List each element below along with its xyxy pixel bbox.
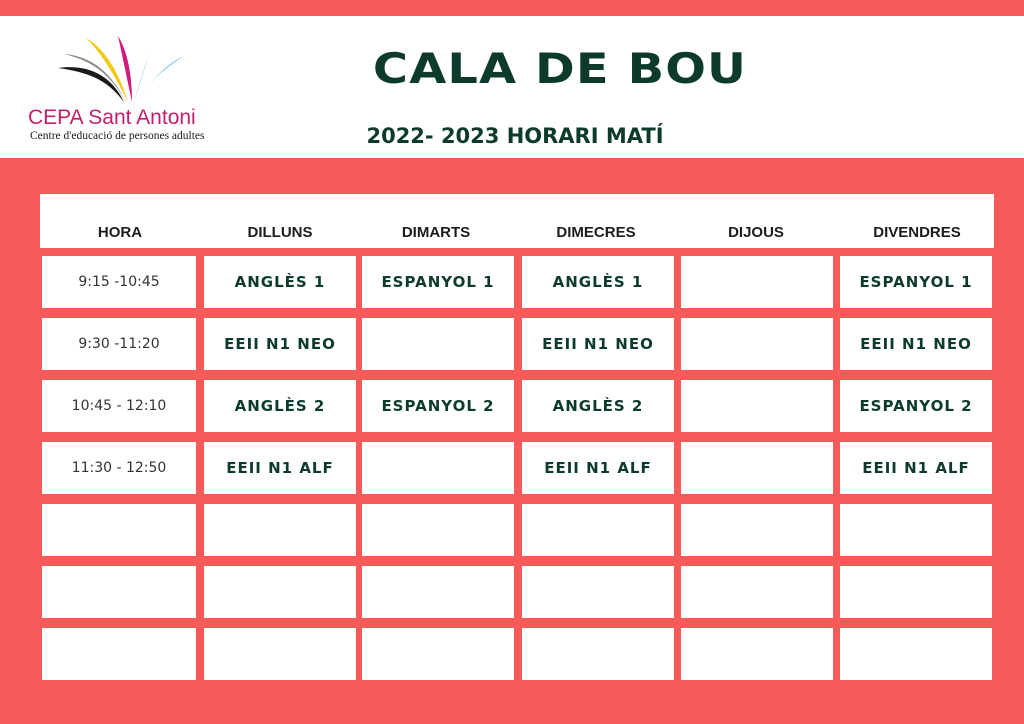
class-cell-divendres: EEII N1 ALF [840, 442, 992, 494]
class-cell-dimarts [362, 566, 514, 618]
class-cell-dijous [681, 256, 833, 308]
class-cell-dilluns [204, 504, 356, 556]
column-header-divendres: DIVENDRES [873, 224, 961, 241]
column-header-dimarts: DIMARTS [401, 224, 471, 241]
schedule-table [40, 194, 994, 682]
time-cell: 11:30 - 12:50 [42, 442, 196, 494]
class-cell-dilluns: ANGLÈS 2 [204, 380, 356, 432]
class-cell-dijous [681, 318, 833, 370]
class-cell-dimarts [362, 318, 514, 370]
column-header-dijous: DIJOUS [728, 224, 784, 241]
page-title: CALA DE BOU [372, 44, 748, 93]
class-cell-dijous [681, 442, 833, 494]
class-cell-dilluns [204, 566, 356, 618]
column-header-dilluns: DILLUNS [247, 224, 313, 241]
logo-name: CEPA Sant Antoni [28, 106, 196, 129]
class-cell-dimarts [362, 628, 514, 680]
logo [28, 34, 228, 144]
class-cell-dimecres: EEII N1 ALF [522, 442, 674, 494]
class-cell-divendres: ESPANYOL 1 [840, 256, 992, 308]
class-cell-dimarts: ESPANYOL 1 [362, 256, 514, 308]
class-cell-divendres [840, 566, 992, 618]
time-cell: 10:45 - 12:10 [42, 380, 196, 432]
class-cell-dijous [681, 380, 833, 432]
time-cell [42, 566, 196, 618]
page-subtitle: 2022- 2023 HORARI MATÍ [366, 124, 664, 148]
class-cell-dimarts: ESPANYOL 2 [362, 380, 514, 432]
time-cell [42, 628, 196, 680]
class-cell-dimarts [362, 442, 514, 494]
class-cell-divendres: EEII N1 NEO [840, 318, 992, 370]
class-cell-dimecres: EEII N1 NEO [522, 318, 674, 370]
column-header-dimecres: DIMECRES [556, 224, 636, 241]
class-cell-dimecres: ANGLÈS 1 [522, 256, 674, 308]
class-cell-dilluns: EEII N1 NEO [204, 318, 356, 370]
class-cell-divendres [840, 504, 992, 556]
class-cell-dimecres: ANGLÈS 2 [522, 380, 674, 432]
class-cell-dimecres [522, 628, 674, 680]
logo-subtitle: Centre d'educació de persones adultes [30, 130, 205, 142]
class-cell-divendres [840, 628, 992, 680]
class-cell-dilluns [204, 628, 356, 680]
class-cell-dimecres [522, 504, 674, 556]
class-cell-dijous [681, 628, 833, 680]
class-cell-dijous [681, 504, 833, 556]
class-cell-dimarts [362, 504, 514, 556]
class-cell-dilluns: ANGLÈS 1 [204, 256, 356, 308]
class-cell-dimecres [522, 566, 674, 618]
logo-brush-icon [56, 34, 196, 106]
time-cell [42, 504, 196, 556]
column-header-hora: HORA [97, 224, 143, 241]
class-cell-dijous [681, 566, 833, 618]
page-header [0, 16, 1024, 158]
class-cell-divendres: ESPANYOL 2 [840, 380, 992, 432]
time-cell: 9:30 -11:20 [42, 318, 196, 370]
table-header-row [40, 194, 994, 248]
class-cell-dilluns: EEII N1 ALF [204, 442, 356, 494]
time-cell: 9:15 -10:45 [42, 256, 196, 308]
